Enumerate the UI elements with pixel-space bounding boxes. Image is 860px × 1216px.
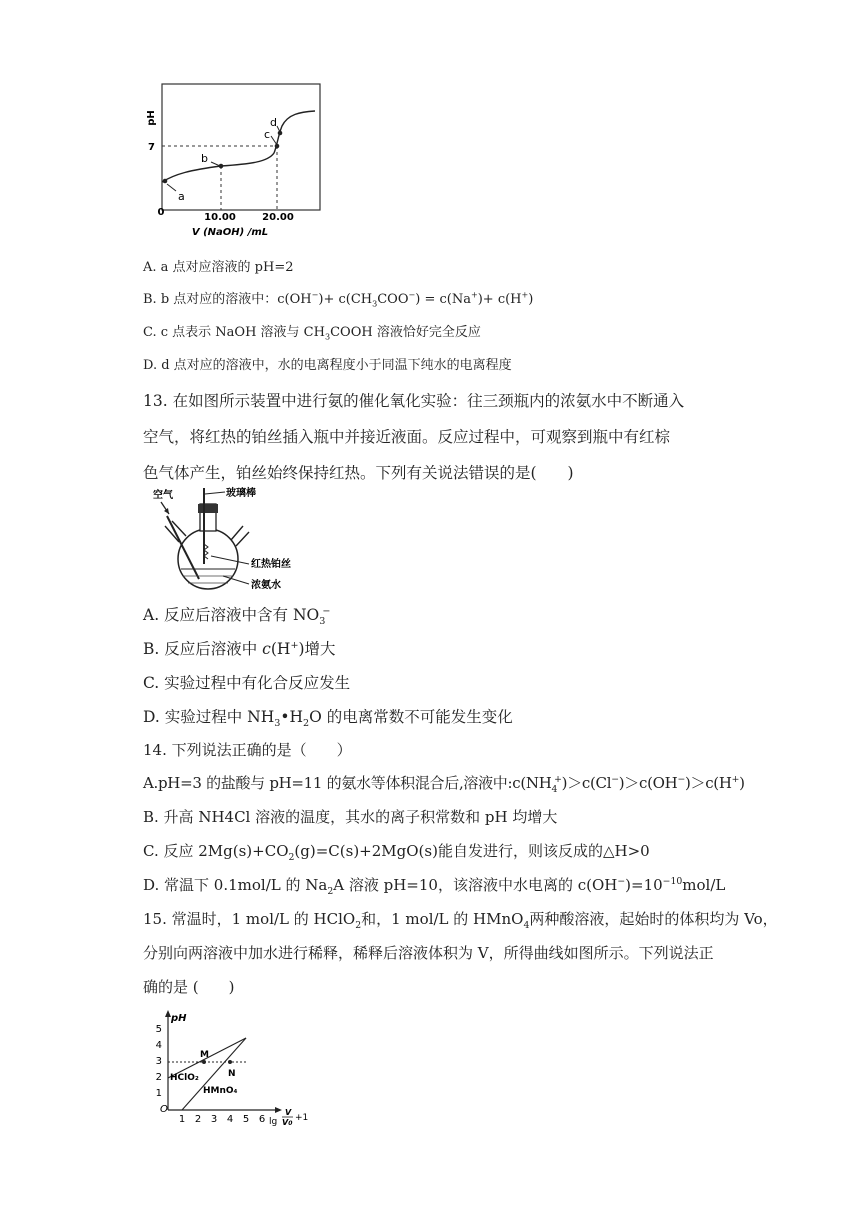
label-a: a xyxy=(178,190,185,203)
label-n: N xyxy=(228,1069,236,1079)
label-b: b xyxy=(201,152,208,165)
stopper xyxy=(198,504,218,513)
dilution-ph-figure xyxy=(148,1008,318,1126)
q14-option-c: C. 反应 $2Mg(s)+CO_2(g)=C(s)+2MgO(s)$能自发进行，则该反成的△H>0 xyxy=(143,842,650,863)
origin-label: 0 xyxy=(157,207,165,218)
tick-20: 20.00 xyxy=(262,212,294,223)
q12-option-b: B. b 点对应的溶液中：$c(OH^-)+ c(CH_3COO^-) = c(Na^+)+ c(H^+)$ xyxy=(143,290,534,309)
q12-option-d: D. d 点对应的溶液中，水的电离程度小于同温下纯水的电离程度 xyxy=(143,358,512,373)
titration-curve-figure xyxy=(140,78,330,240)
q13-option-b: B. 反应后溶液中 c(H+)增大 xyxy=(143,639,336,658)
air-tube xyxy=(167,516,199,579)
q14-stem: 14. 下列说法正确的是（ ） xyxy=(143,741,352,759)
label-hclo2: HClO₂ xyxy=(170,1073,199,1083)
x-label-den: V0 xyxy=(282,1118,293,1126)
air-arrowhead xyxy=(164,508,169,514)
x-tick-1: 1 xyxy=(178,1114,186,1125)
y-tick-1: 1 xyxy=(155,1088,162,1099)
x-label-lg: lg xyxy=(269,1117,278,1126)
origin-label: O xyxy=(160,1104,168,1115)
air-label: 空气 xyxy=(153,490,173,501)
platinum-pointer xyxy=(211,556,249,564)
x-axis-label: V (NaOH) /mL xyxy=(191,227,269,238)
y-tick-2: 2 xyxy=(155,1072,162,1083)
three-neck-flask-figure xyxy=(143,484,303,594)
x-tick-4: 4 xyxy=(226,1114,234,1125)
tick-7: 7 xyxy=(148,142,155,153)
y-axis-label: pH xyxy=(146,110,157,126)
q14-option-a: A.pH=3 的盐酸与 pH=11 的氨水等体积混合后,溶液中$:c(NH_4^+)>c(Cl^-)>c(OH^-)>c(H^+)$ xyxy=(143,774,745,795)
glass-rod-pointer xyxy=(205,492,225,494)
q15-stem-line-1: 15. 常温时，1 mol/L 的 HClO$_2$和，1 mol/L 的 HMnO$_4$两种酸溶液，起始时的体积均为 Vo， xyxy=(143,910,778,931)
y-tick-4: 4 xyxy=(155,1040,162,1051)
y-tick-3: 3 xyxy=(155,1056,162,1067)
x-tick-3: 3 xyxy=(210,1114,218,1125)
pointer-a xyxy=(167,184,176,191)
q14-option-d: D. 常温下 0.1mol/L 的 $Na_2A$ 溶液 pH=10，该溶液中水电离的 $c(OH^-)=10^{-10}mol/L$ xyxy=(143,876,726,897)
ammonia-label: 浓氨水 xyxy=(251,580,281,591)
x-axis-arrow xyxy=(275,1107,282,1113)
x-tick-5: 5 xyxy=(242,1114,250,1125)
q13-option-c: C. 实验过程中有化合反应发生 xyxy=(143,674,351,692)
tick-10: 10.00 xyxy=(204,212,236,223)
x-label-plus-one: +1 xyxy=(295,1113,309,1123)
point-m xyxy=(202,1060,206,1064)
label-c: c xyxy=(264,128,271,141)
pointer-d xyxy=(277,126,280,132)
q15-stem-line-2: 分别向两溶液中加水进行稀释，稀释后溶液体积为 V，所得曲线如图所示。下列说法正 xyxy=(143,944,714,962)
titration-curve xyxy=(162,111,315,182)
label-d: d xyxy=(270,116,277,129)
label-m: M xyxy=(200,1050,209,1060)
point-a xyxy=(163,179,168,184)
q13-stem-line-2: 空气，将红热的铂丝插入瓶中并接近液面。反应过程中，可观察到瓶中有红棕 xyxy=(143,428,671,446)
pointer-b xyxy=(211,162,220,166)
plot-frame xyxy=(162,84,320,210)
x-tick-2: 2 xyxy=(194,1114,202,1125)
x-label-num: V xyxy=(285,1108,292,1117)
q13-stem-line-1: 13. 在如图所示装置中进行氨的催化氧化实验：往三颈瓶内的浓氨水中不断通入 xyxy=(143,392,685,410)
y-tick-5: 5 xyxy=(155,1024,162,1035)
q12-option-c: C. c 点表示 NaOH 溶液与 $CH_3COOH$ 溶液恰好完全反应 xyxy=(143,325,481,342)
label-hmno4: HMnO₄ xyxy=(203,1086,238,1096)
glass-rod-label: 玻璃棒 xyxy=(226,488,256,499)
pointer-c xyxy=(271,136,277,145)
q14-option-b: B. 升高 NH4Cl 溶液的温度，其水的离子积常数和 pH 均增大 xyxy=(143,808,558,826)
q12-option-a: A. a 点对应溶液的 pH=2 xyxy=(143,260,294,275)
q13-option-d: D. 实验过程中 $NH_3•H_2O$ 的电离常数不可能发生变化 xyxy=(143,708,513,730)
q13-option-a: A. 反应后溶液中含有 $NO_3^-$ xyxy=(143,605,331,628)
platinum-wire-label: 红热铂丝 xyxy=(251,559,291,570)
x-tick-6: 6 xyxy=(258,1114,266,1125)
y-axis-label: pH xyxy=(171,1013,187,1024)
q13-stem-line-3: 色气体产生，铂丝始终保持红热。下列有关说法错误的是( ) xyxy=(143,464,574,482)
point-n xyxy=(228,1060,232,1064)
q15-stem-line-3: 确的是 ( ) xyxy=(143,978,235,996)
